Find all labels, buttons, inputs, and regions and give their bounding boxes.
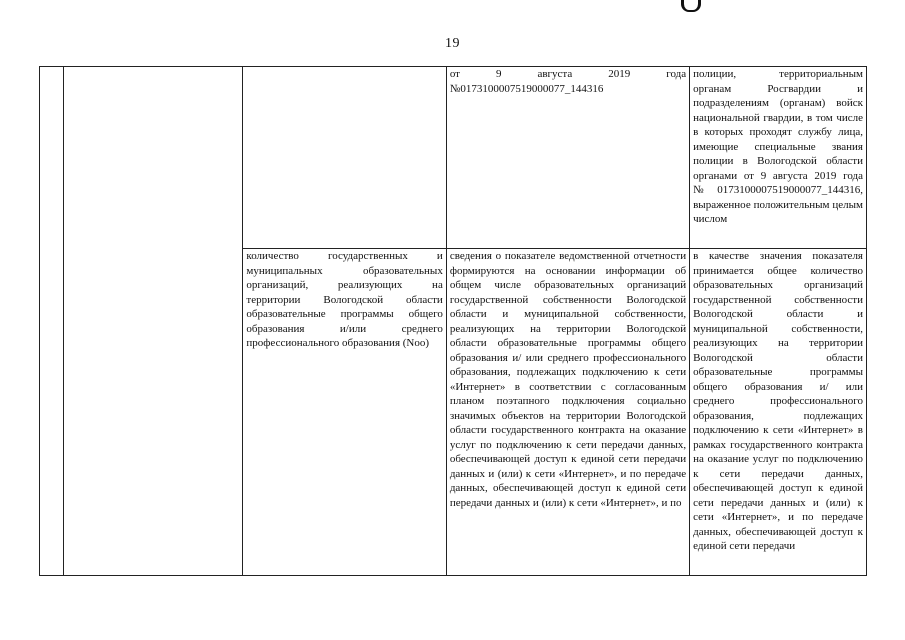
document-table — [39, 66, 867, 576]
table-row — [40, 67, 867, 249]
indicator-name-cell: количество государственных и муниципальных образовательных организаций, реализующих на территории Вологодской области образовательные программы общего образования и/или среднего профессионального образования (Nоо) — [243, 249, 446, 576]
table-cell: от 9 августа 2019 года №0173100007519000077_144316 — [446, 67, 689, 249]
table-cell: в качестве значения показателя принимается общее количество образовательных организаций государственной собственности Вологодской области и муниципальной собственности, реализующих на территории Вологодской области образовательные программы общего образования и/ или среднего профессионального образования, подлежащих подключению к сети «Интернет» в рамках государственного контракта на оказание услуг по подключению к сети передачи данных, обеспечивающей доступ к единой сети передачи данных и (или) к сети «Интернет», и по передаче данных, обеспечивающей доступ к единой сети передачи — [690, 249, 867, 576]
page-number: 19 — [445, 36, 460, 51]
table-cell-empty — [63, 67, 243, 576]
table-cell: сведения о показателе ведомственной отчетности формируются на основании информации об общем числе образовательных организаций государственной собственности Вологодской области и муниципальной собственности, реализующих на территории Вологодской области образовательные программы общего образования и/ или среднего профессионального образования, подлежащих подключению к сети «Интернет» в соответствии с согласованным планом поэтапного подключения социально значимых объектов на территории Вологодской области государственного контракта на оказание услуг по подключению к сети передачи данных, обеспечивающей доступ к единой сети передачи данных и (или) к сети «Интернет», и по передаче данных, обеспечивающей доступ к единой сети передачи данных и (или) к сети «Интернет», и по — [446, 249, 689, 576]
table-cell-empty — [40, 67, 64, 576]
table-cell — [243, 67, 446, 249]
scan-mark — [681, 0, 701, 12]
table-cell: полиции, территориальным органам Росгвардии и подразделениям (органам) войск национальной гвардии, в том числе в которых проходят службу лица, имеющие специальные звания полиции в Вологодской области органами от 9 августа 2019 года №0173100007519000077_144316, выраженное положительным целым числом — [690, 67, 867, 249]
